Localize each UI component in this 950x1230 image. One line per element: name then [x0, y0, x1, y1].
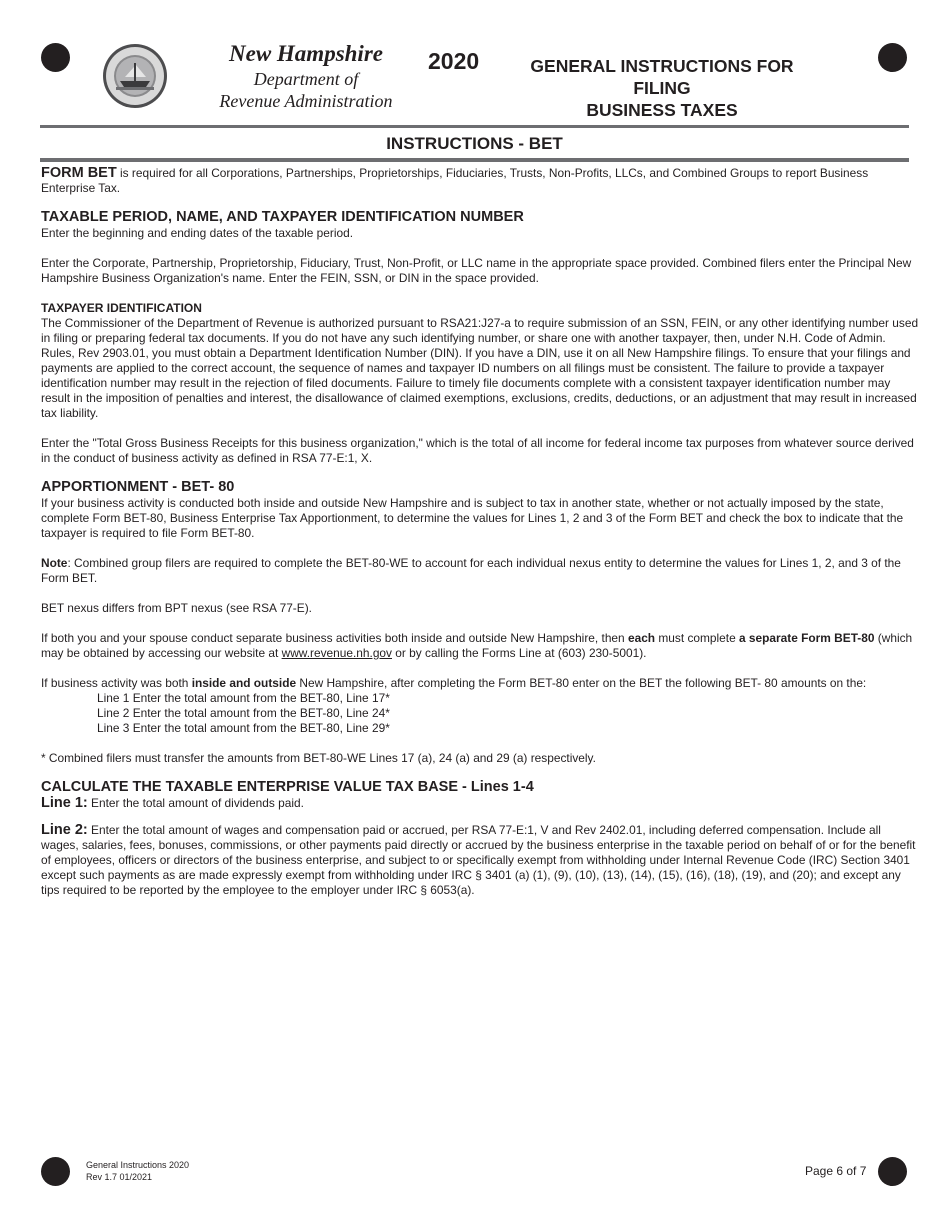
form-bet-lead: FORM BET: [41, 165, 117, 181]
agency-line-2: Revenue Administration: [219, 91, 393, 111]
top-rule: [40, 125, 909, 128]
combined-filers-footnote: * Combined filers must transfer the amounts from BET-80-WE Lines 17 (a), 24 (a) and 29 (a) respectively.: [41, 751, 596, 765]
page-number: Page 6 of 7: [805, 1164, 867, 1178]
punch-hole-top-left: [41, 43, 70, 72]
taxpayer-id-p1: The Commissioner of the Department of Revenue is authorized pursuant to RSA21:J27-a to require submission of an SSN, FEIN, or any other identifying number used in filing or preparing federal tax documents. If you do not have any such identifying number, or share one with another taxpayer, then, under N.H. Code of Admin. Rules, Rev 2903.01, you must obtain a Department Identification Number (DIN). If you have a DIN, use it on all New Hampshire filings. To ensure that your filings and payments are applied to the correct account, the sequence of names and taxpayer ID numbers on all filings must be consistent. The failure to provide a taxpayer identification number may result in the rejection of filed documents. Failure to timely file documents complete with a consistent taxpayer identification number may result in the imposition of penalties and interest, the disallowance of claimed exemptions, exclusions, credits, deductions, or an adjustment that may result in increased tax liability.: [41, 316, 919, 420]
state-seal-icon: [102, 43, 168, 109]
document-title-line-2: BUSINESS TAXES: [586, 100, 738, 120]
apportionment-note: [41, 556, 921, 586]
document-title-line-1: GENERAL INSTRUCTIONS FOR FILING: [530, 56, 794, 98]
revenue-website-link[interactable]: www.revenue.nh.gov: [281, 646, 392, 660]
intro-text: is required for all Corporations, Partnerships, Proprietorships, Fiduciaries, Trusts, Non-Profits, LLCs, and Combined Groups to report Business Enterprise Tax.: [41, 166, 869, 195]
document-title: [502, 55, 822, 121]
punch-hole-bottom-left: [41, 1157, 70, 1186]
punch-hole-top-right: [878, 43, 907, 72]
apportionment-both: If business activity was both inside and outside New Hampshire, after completing the Form BET-80 enter on the BET the following BET- 80 amounts on the:: [41, 676, 867, 690]
footer-line-2: Rev 1.7 01/2021: [86, 1172, 153, 1182]
bet80-line-2: Line 2 Enter the total amount from the BET-80, Line 24*: [97, 706, 390, 720]
bet80-line-3: Line 3 Enter the total amount from the BET-80, Line 29*: [97, 721, 390, 735]
note-text: : Combined group filers are required to complete the BET-80-WE to account for each individual nexus entity to determine the values for Lines 1, 2, and 3 of the Form BET.: [41, 556, 901, 585]
line-2-label: Line 2:: [41, 822, 88, 838]
bet80-line-1: Line 1 Enter the total amount from the BET-80, Line 17*: [97, 691, 390, 705]
taxable-period-p1: Enter the beginning and ending dates of the taxable period.: [41, 226, 354, 240]
section-rule: [40, 158, 909, 162]
punch-hole-bottom-right: [878, 1157, 907, 1186]
note-label: Note: [41, 556, 68, 570]
taxable-period-p2: Enter the Corporate, Partnership, Proprietorship, Fiduciary, Trust, Non-Profit, or LLC name in the appropriate space provided. Combined filers enter the Principal New Hampshire Business Organization's name. Enter the FEIN, SSN, or DIN in the space provided.: [41, 256, 912, 285]
apportionment-spouse: If both you and your spouse conduct separate business activities both inside and outside New Hampshire, then each must complete a separate Form BET-80 (which may be obtained by accessing our website at www.revenue.nh.gov or by calling the Forms Line at (603) 230-5001).: [41, 631, 913, 660]
instructions-body: [41, 166, 921, 898]
section-title: INSTRUCTIONS - BET: [386, 134, 563, 153]
line-2-paragraph: [41, 823, 921, 898]
apportionment-nexus: BET nexus differs from BPT nexus (see RSA 77-E).: [41, 601, 312, 615]
taxpayer-id-heading: TAXPAYER IDENTIFICATION: [41, 301, 202, 315]
line-1-label: Line 1:: [41, 795, 88, 811]
apportionment-p1: If your business activity is conducted both inside and outside New Hampshire and is subject to tax in another state, whether or not actually imposed by the state, complete Form BET-80, Business Enterprise Tax Apportionment, to determine the values for Lines 1, 2 and 3 of the Form BET and check the box to indicate that the taxpayer is required to file Form BET-80.: [41, 496, 904, 540]
line-2-text: Enter the total amount of wages and compensation paid or accrued, per RSA 77-E:1, V and Rev 2402.01, including deferred compensation. Include all wages, salaries, fees, bonuses, commissions, or other payments paid directly or accrued by the business enterprise in the taxable period on behalf of or for the benefit of employees, officers or directors of the business enterprise, and subject to or specifically exempt from withholding under Internal Revenue Code (IRC) Section 3401 except such payments as are made expressly exempt from withholding under IRC § 3401 (a) (1), (9), (10), (13), (14), (15), (16), (18), (19), and (20); and except any tips required to be reported by the employee to the employer under IRC § 6053(a).: [41, 823, 916, 897]
intro-paragraph: [41, 166, 921, 196]
calculate-heading: CALCULATE THE TAXABLE ENTERPRISE VALUE TAX BASE - Lines 1-4: [41, 779, 534, 795]
footer-line-1: General Instructions 2020: [86, 1160, 190, 1170]
footer-revision: [86, 1159, 189, 1183]
line-1-paragraph: [41, 796, 921, 811]
form-year: 2020: [428, 48, 480, 74]
agency-block: [200, 40, 412, 112]
taxpayer-id-p2: Enter the "Total Gross Business Receipts for this business organization," which is the total of all income for federal income tax purposes from whatever source derived in the conduct of business activity as defined in RSA 77-E:1, X.: [41, 436, 914, 465]
line-1-text: Enter the total amount of dividends paid.: [87, 796, 304, 810]
agency-line-1: Department of: [253, 69, 359, 89]
agency-name: New Hampshire: [229, 41, 383, 66]
apportionment-heading: APPORTIONMENT - BET- 80: [41, 479, 235, 495]
taxable-period-heading: TAXABLE PERIOD, NAME, AND TAXPAYER IDENTIFICATION NUMBER: [41, 209, 524, 225]
